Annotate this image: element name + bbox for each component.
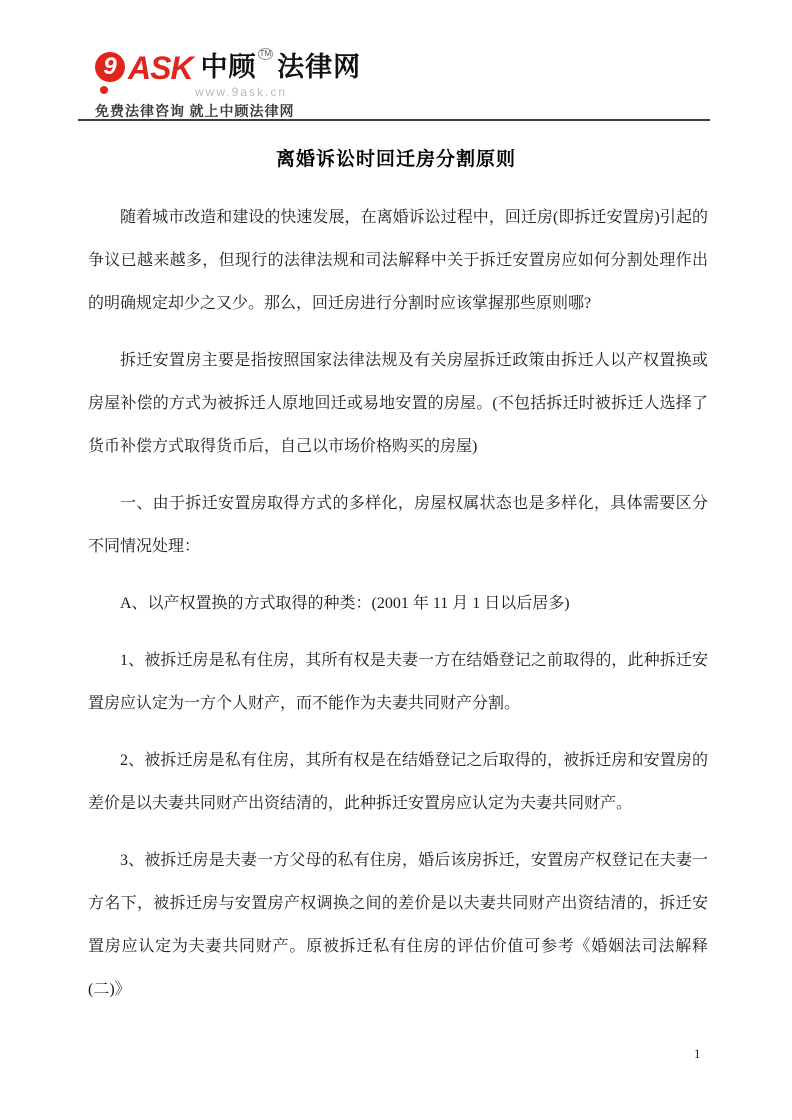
9ask-question-ball-icon [95,50,127,94]
paragraph-item-3: 3、被拆迁房是夫妻一方父母的私有住房，婚后该房拆迁，安置房产权登记在夫妻一方名下，被拆迁房与安置房产权调换之间的差价是以夫妻共同财产出资结清的，拆迁安置房应认定为夫妻共同财产。原被拆迁私有住房的评估价值可参考《婚姻法司法解释(二)》 [88,852,708,998]
page-number: 1 [694,1046,701,1061]
paragraph-definition: 拆迁安置房主要是指按照国家法律法规及有关房屋拆迁政策由拆迁人以产权置换或房屋补偿的方式为被拆迁人原地回迁或易地安置的房屋。(不包括拆迁时被拆迁人选择了货币补偿方式取得货币后，自己以市场价格购买的房屋) [88,352,708,455]
trademark-mark: TM [259,49,272,58]
question-dot-icon [100,86,108,94]
paragraph-item-2: 2、被拆迁房是私有住房，其所有权是在结婚登记之后取得的，被拆迁房和安置房的差价是以夫妻共同财产出资结清的，此种拆迁安置房应认定为夫妻共同财产。 [88,752,708,812]
logo-brand-cn: 中顾 [200,52,257,82]
paragraph-intro: 随着城市改造和建设的快速发展，在离婚诉讼过程中，回迁房(即拆迁安置房)引起的争议已越来越多，但现行的法律法规和司法解释中关于拆迁安置房应如何分割处理作出的明确规定却少之又少。那么，回迁房进行分割时应该掌握那些原则哪? [88,209,708,312]
logo-ask-text: ASK [128,50,193,86]
logo-brand-site: 法律网 [277,52,362,82]
paragraph-item-a: A、以产权置换的方式取得的种类：(2001 年 11 月 1 日以后居多) [120,595,570,612]
header-divider [78,119,710,121]
paragraph-item-1: 1、被拆迁房是私有住房，其所有权是夫妻一方在结婚登记之前取得的，此种拆迁安置房应认定为一方个人财产，而不能作为夫妻共同财产分割。 [88,652,708,712]
nine-glyph: 9 [95,52,125,82]
article-body [88,196,708,1025]
paragraph-section-one: 一、由于拆迁安置房取得方式的多样化，房屋权属状态也是多样化，具体需要区分不同情况处理： [88,495,708,555]
logo-tagline: 免费法律咨询 就上中顾法律网 [95,105,295,120]
logo-url: www.9ask.cn [195,85,288,99]
page-title: 离婚诉讼时回迁房分割原则 [275,149,516,170]
letterhead [95,50,361,121]
